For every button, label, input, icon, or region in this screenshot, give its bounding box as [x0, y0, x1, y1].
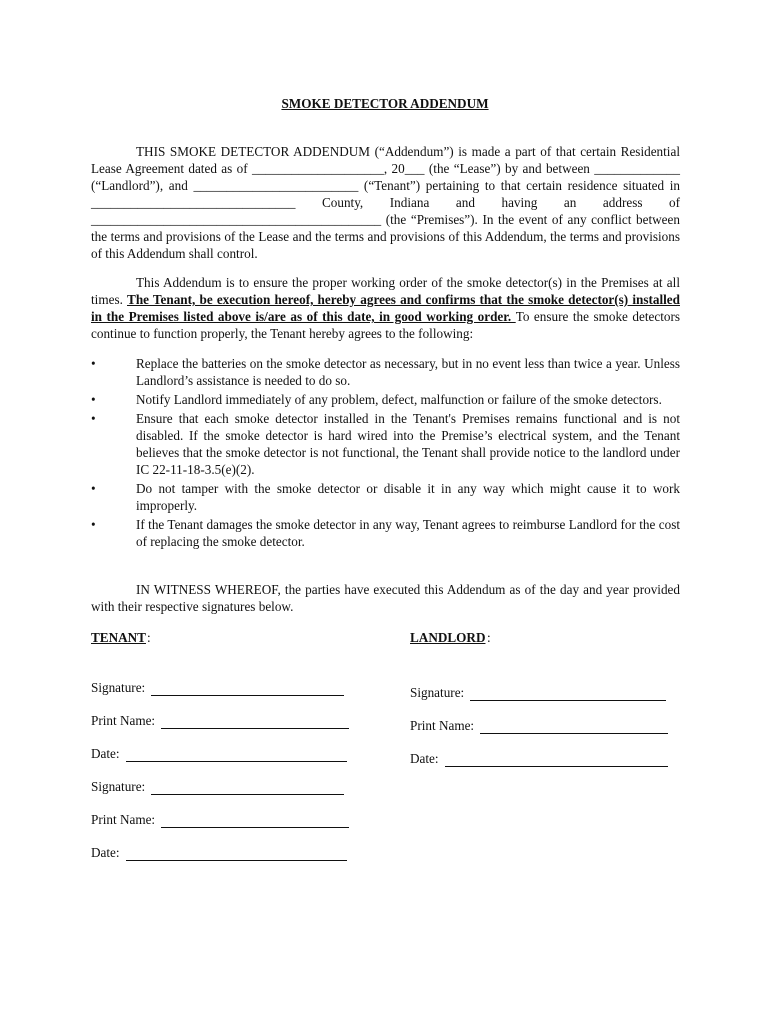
list-item-text: Do not tamper with the smoke detector or disable it in any way which might cause it to work improperly. — [136, 481, 680, 513]
tenant-heading: TENANT — [91, 630, 146, 645]
tenant-date-line-2[interactable] — [126, 848, 347, 861]
list-item-text: Notify Landlord immediately of any problem, defect, malfunction or failure of the smoke detectors. — [136, 392, 662, 407]
landlord-print-name-line[interactable] — [480, 721, 668, 734]
tenant-heading-colon: : — [147, 630, 151, 645]
obligations-list — [91, 355, 680, 552]
tenant-date-field-2[interactable] — [91, 844, 347, 861]
witness-text: IN WITNESS WHEREOF, the parties have executed this Addendum as of the day and year provided with their respective signatures below. — [91, 582, 680, 614]
tenant-date-label-2: Date: — [91, 845, 120, 860]
tenant-print-name-line-2[interactable] — [161, 815, 349, 828]
tenant-signature-field-2[interactable] — [91, 778, 344, 795]
landlord-signature-label: Signature: — [410, 685, 465, 700]
purpose-text-end: To ensure the smoke detectors continue to function properly, the Tenant hereby agrees to the following: — [91, 309, 680, 341]
tenant-date-line[interactable] — [126, 749, 347, 762]
landlord-signature-field[interactable] — [410, 684, 666, 701]
landlord-heading-colon: : — [487, 630, 491, 645]
tenant-print-name-field-2[interactable] — [91, 811, 349, 828]
list-item — [91, 480, 680, 514]
tenant-signature-line[interactable] — [151, 683, 344, 696]
landlord-date-label: Date: — [410, 751, 439, 766]
bullet-icon: • — [91, 392, 96, 407]
bullet-icon: • — [91, 481, 96, 496]
tenant-signature-label: Signature: — [91, 680, 146, 695]
purpose-paragraph — [91, 274, 680, 342]
tenant-print-name-label-2: Print Name: — [91, 812, 156, 827]
list-item-text: Replace the batteries on the smoke detector as necessary, but in no event less than twice a year. Unless Landlord’s assistance is needed to do so. — [136, 356, 680, 388]
tenant-signature-line-2[interactable] — [151, 782, 344, 795]
tenant-date-field[interactable] — [91, 745, 347, 762]
tenant-signature-label-2: Signature: — [91, 779, 146, 794]
landlord-date-field[interactable] — [410, 750, 668, 767]
landlord-signature-line[interactable] — [470, 688, 666, 701]
document-title: SMOKE DETECTOR ADDENDUM — [281, 96, 489, 111]
tenant-print-name-label: Print Name: — [91, 713, 156, 728]
list-item — [91, 516, 680, 550]
landlord-date-line[interactable] — [445, 754, 668, 767]
purpose-text-bold: The Tenant, be execution hereof, hereby agrees and confirms that the smoke detector(s) installed in the Premises listed above is/are as of this date, in good working order. — [91, 292, 680, 324]
witness-paragraph — [91, 581, 680, 615]
list-item-text: If the Tenant damages the smoke detector in any way, Tenant agrees to reimburse Landlord for the cost of replacing the smoke detector. — [136, 517, 680, 549]
purpose-text-start: This Addendum is to ensure the proper working order of the smoke detector(s) in the Premises at all times. — [91, 275, 680, 307]
list-item-text: Ensure that each smoke detector installed in the Tenant's Premises remains functional and is not disabled. If the smoke detector is hard wired into the Premise’s electrical system, and the Tenant believes that the smoke detector is not functional, the Tenant shall provide notice to the landlord under IC 22-11-18-3.5(e)(2). — [136, 411, 680, 477]
landlord-print-name-label: Print Name: — [410, 718, 475, 733]
bullet-icon: • — [91, 517, 96, 532]
landlord-print-name-field[interactable] — [410, 717, 668, 734]
tenant-signature-field[interactable] — [91, 679, 344, 696]
intro-text: THIS SMOKE DETECTOR ADDENDUM (“Addendum”) is made a part of that certain Residential Lease Agreement dated as of ____________________, 20___ (the “Lease”) by and between _____________ (“Landlord”), and _________________________ (“Tenant”) pertaining to that certain residence situated in _______________________________ County, Indiana and having an address of ____________________________________________ (the “Premises”). In the event of any conflict between the terms and provisions of the Lease and the terms and provisions of this Addendum, the terms and provisions of this Addendum shall control. — [91, 144, 680, 261]
list-item — [91, 410, 680, 478]
landlord-heading: LANDLORD — [410, 630, 486, 645]
tenant-date-label: Date: — [91, 746, 120, 761]
list-item — [91, 391, 680, 408]
tenant-print-name-field[interactable] — [91, 712, 349, 729]
purpose-text — [91, 274, 680, 342]
list-item — [91, 355, 680, 389]
tenant-print-name-line[interactable] — [161, 716, 349, 729]
bullet-icon: • — [91, 356, 96, 371]
intro-paragraph — [91, 143, 680, 262]
bullet-icon: • — [91, 411, 96, 426]
